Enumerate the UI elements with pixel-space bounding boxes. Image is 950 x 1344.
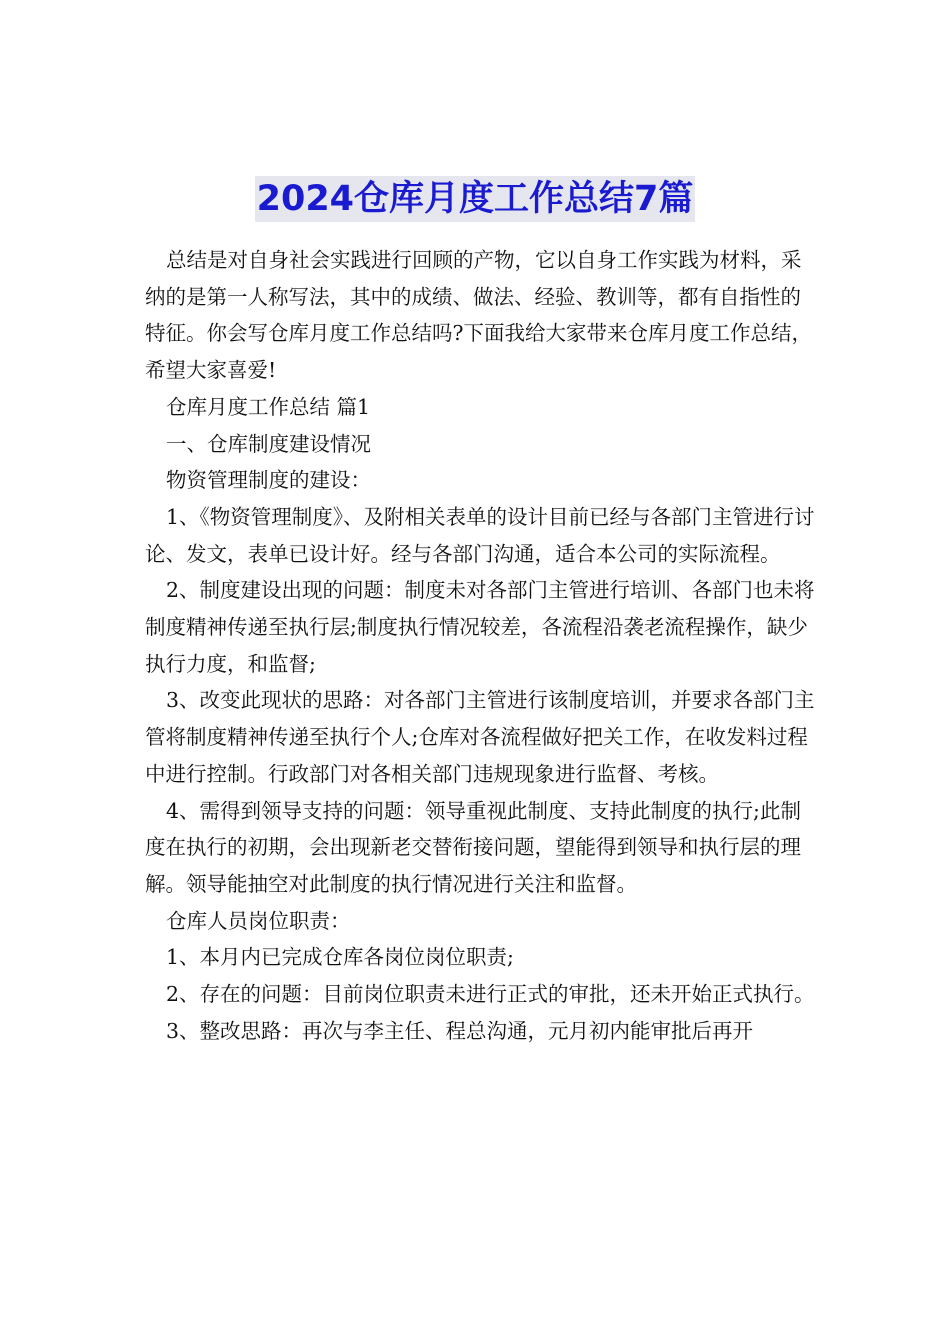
document-body: [145, 242, 817, 1049]
body-paragraph: 2、存在的问题：目前岗位职责未进行正式的审批，还未开始正式执行。: [166, 982, 815, 1007]
body-paragraph: 1、本月内已完成仓库各岗位岗位职责;: [166, 945, 514, 970]
title-container: [0, 176, 950, 222]
body-paragraph: 2、制度建设出现的问题：制度未对各部门主管进行培训、各部门也未将制度精神传递至执行层;制度执行情况较差，各流程沿袭老流程操作，缺少执行力度，和监督;: [145, 578, 815, 676]
body-paragraph: 3、改变此现状的思路：对各部门主管进行该制度培训，并要求各部门主管将制度精神传递至执行个人;仓库对各流程做好把关工作，在收发料过程中进行控制。行政部门对各相关部门违规现象进行监督、考核。: [145, 688, 815, 786]
document-title: 2024仓库月度工作总结7篇: [255, 176, 696, 222]
intro-paragraph: 总结是对自身社会实践进行回顾的产物，它以自身工作实践为材料，采纳的是第一人称写法，其中的成绩、做法、经验、教训等，都有自指性的特征。你会写仓库月度工作总结吗?下面我给大家带来仓库月度工作总结，希望大家喜爱!: [145, 248, 812, 383]
section-heading: 仓库月度工作总结 篇1: [166, 394, 371, 419]
body-paragraph: 1、《物资管理制度》、及附相关表单的设计目前已经与各部门主管进行讨论、发文，表单已设计好。经与各部门沟通，适合本公司的实际流程。: [145, 504, 815, 566]
subsection-heading: 一、仓库制度建设情况: [166, 431, 371, 456]
body-paragraph: 4、需得到领导支持的问题：领导重视此制度、支持此制度的执行;此制度在执行的初期，会出现新老交替衔接问题，望能得到领导和执行层的理解。领导能抽空对此制度的执行情况进行关注和监督。: [145, 798, 801, 896]
subsection-heading: 仓库人员岗位职责：: [166, 908, 351, 933]
body-paragraph: 3、整改思路：再次与李主任、程总沟通，元月初内能审批后再开: [166, 1018, 754, 1043]
subsection-heading: 物资管理制度的建设：: [166, 468, 371, 493]
